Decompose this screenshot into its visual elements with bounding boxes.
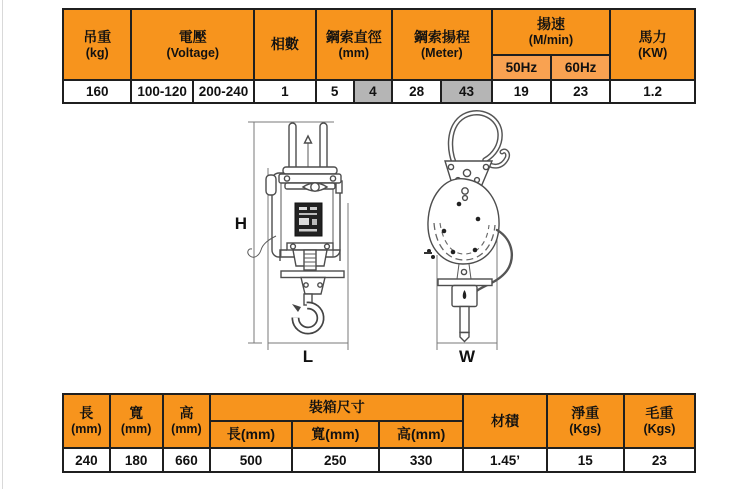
dim-header-net-weight-line2: (Kgs) [569, 422, 602, 436]
hoist-diagram [0, 103, 750, 393]
dim-subheader-pack-width-text: 寬(mm) [311, 426, 360, 442]
spec-header-rope-lift-line2: (Meter) [421, 45, 463, 60]
dim-value-net-weight: 15 [547, 448, 624, 472]
dim-header-gross-weight-line2: (Kgs) [643, 422, 676, 436]
dim-header-height-line1: 高 [179, 405, 194, 421]
dim-subheader-pack-length [210, 421, 291, 448]
spec-subheader-60hz-text: 60Hz [564, 59, 597, 75]
spec-value-voltage-high: 200-240 [193, 80, 254, 103]
spec-header-lift-speed-line2: (M/min) [528, 33, 574, 47]
flange-plate [281, 271, 344, 278]
hoist-front-view-drawing [235, 122, 348, 366]
dim-subheader-pack-height-text: 高(mm) [397, 426, 446, 442]
spec-header-phase [254, 9, 315, 80]
spec-value-rope-diameter-b: 4 [354, 80, 392, 103]
dim-header-height-line2: (mm) [171, 422, 202, 436]
spec-subheader-50hz-text: 50Hz [505, 59, 538, 75]
spec-value-speed-50hz: 19 [492, 80, 551, 103]
load-hook [292, 304, 322, 332]
spec-header-lift-speed [492, 9, 611, 55]
spec-header-rope-lift-line1: 鋼索揚程 [413, 28, 470, 45]
spec-header-rope-diameter-line1: 鋼索直徑 [325, 28, 382, 45]
dim-value-length: 240 [63, 448, 110, 472]
dim-header-length-line2: (mm) [71, 422, 102, 436]
side-handle-tab [266, 175, 276, 195]
lower-rod-assembly [438, 264, 492, 342]
dim-subheader-pack-height [379, 421, 463, 448]
dim-header-width [110, 394, 163, 448]
spec-header-power-line2: (KW) [638, 45, 668, 60]
dim-header-packing-title: 裝箱尺寸 [308, 399, 365, 415]
spec-value-lift-a: 28 [392, 80, 441, 103]
dim-header-length [63, 394, 110, 448]
dim-value-height: 660 [163, 448, 211, 472]
dim-header-net-weight-line1: 淨重 [571, 405, 600, 421]
dim-header-packing [210, 394, 463, 421]
dim-header-gross-weight [624, 394, 695, 448]
name-plate [295, 203, 322, 236]
spec-header-phase-line1: 相數 [270, 36, 299, 52]
spec-value-voltage-low: 100-120 [131, 80, 192, 103]
dim-value-gross-weight: 23 [624, 448, 695, 472]
hook-swivel [301, 278, 325, 306]
spec-header-load-line2: (kg) [85, 45, 109, 60]
h-dimension-label: H [234, 214, 247, 233]
dim-header-gross-weight-line1: 毛重 [645, 405, 674, 421]
spec-subheader-60hz [551, 55, 610, 80]
dim-value-pack-height: 330 [379, 448, 463, 472]
dim-subheader-pack-length-text: 長(mm) [226, 426, 276, 442]
suspension-bars [289, 123, 327, 171]
hoist-dimensions-table [62, 393, 696, 473]
spec-header-voltage-line1: 電壓 [178, 28, 207, 45]
dim-header-height [163, 394, 211, 448]
dim-value-pack-length: 500 [210, 448, 291, 472]
spec-header-load-line1: 吊重 [83, 28, 112, 45]
dim-header-volume [463, 394, 546, 448]
spec-header-voltage [131, 9, 254, 80]
dim-value-width: 180 [110, 448, 163, 472]
side-body [424, 179, 499, 264]
spec-header-voltage-line2: (Voltage) [166, 45, 220, 60]
hoist-spec-table [62, 8, 696, 104]
dim-header-width-line2: (mm) [120, 422, 152, 436]
dim-subheader-pack-width [292, 421, 379, 448]
dim-header-length-line1: 長 [79, 405, 94, 421]
spec-header-rope-lift [392, 9, 492, 80]
spec-header-power-line1: 馬力 [638, 28, 667, 45]
spec-value-speed-60hz: 23 [551, 80, 610, 103]
w-dimension-label: W [458, 347, 476, 366]
spec-value-rope-diameter-a: 5 [316, 80, 354, 103]
l-dimension-label: L [302, 347, 314, 366]
spec-value-phase: 1 [254, 80, 315, 103]
dim-value-volume: 1.45’ [463, 448, 546, 472]
spec-header-rope-diameter-line2: (mm) [338, 45, 370, 60]
spec-header-rope-diameter [316, 9, 392, 80]
dim-header-width-line1: 寬 [129, 405, 144, 421]
spec-value-load: 160 [63, 80, 131, 103]
spec-subheader-50hz [492, 55, 551, 80]
hoist-side-view-drawing [424, 113, 512, 366]
spec-value-power: 1.2 [610, 80, 695, 103]
dim-value-pack-width: 250 [292, 448, 379, 472]
spec-header-load [63, 9, 131, 80]
spec-header-power [610, 9, 695, 80]
spec-header-lift-speed-line1: 揚速 [537, 16, 565, 32]
dim-header-net-weight [547, 394, 624, 448]
dim-header-volume-line1: 材積 [490, 412, 519, 429]
spec-value-lift-b: 43 [441, 80, 491, 103]
